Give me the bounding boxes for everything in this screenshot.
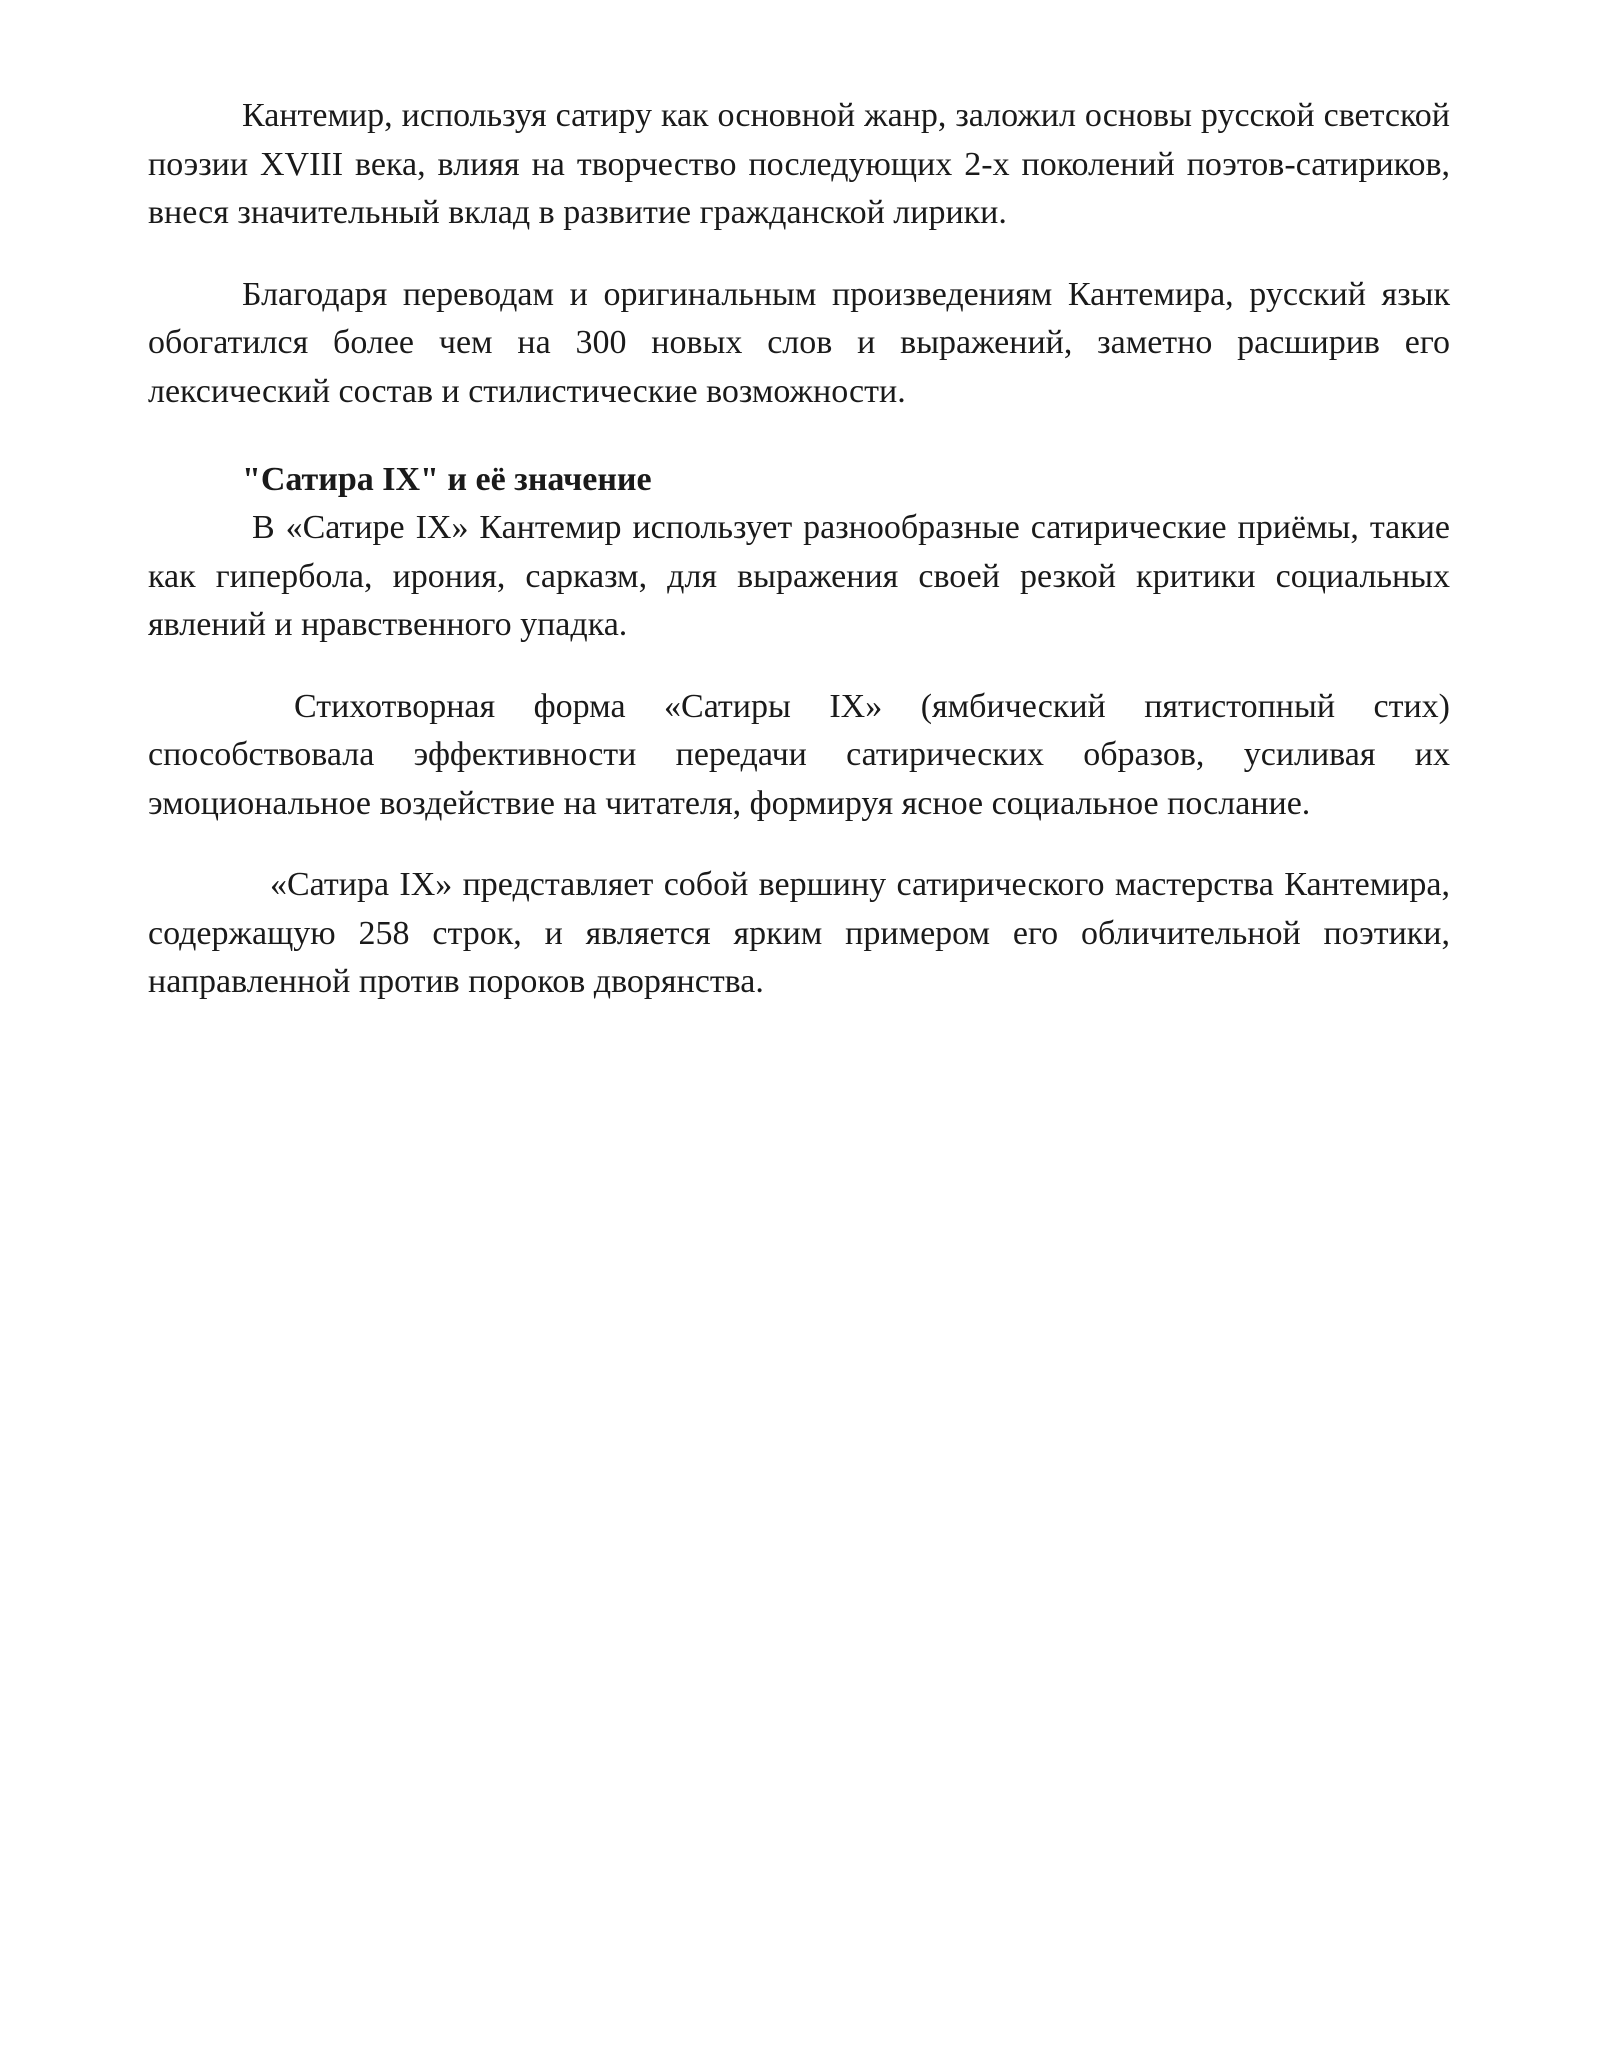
paragraph-translations-vocabulary: Благодаря переводам и оригинальным произведениям Кантемира, русский язык обогатился более чем на 300 новых слов и выражений, заметно расширив его лексический состав и стилистические возможности. <box>148 275 1450 410</box>
document-body <box>148 92 1450 1007</box>
paragraph-verse-form: Стихотворная форма «Сатиры IX» (ямбический пятистопный стих) способствовала эффективности передачи сатирических образов, усиливая их эмоциональное воздействие на читателя, формируя ясное социальное послание. <box>148 687 1450 822</box>
section-heading: "Сатира IX" и её значение <box>242 461 652 498</box>
paragraph-satirical-devices: В «Сатире IX» Кантемир использует разнообразные сатирические приёмы, такие как гипербола, ирония, сарказм, для выражения своей резкой критики социальных явлений и нравственного упадка. <box>148 509 1450 643</box>
paragraph-satire-summit: «Сатира IX» представляет собой вершину сатирического мастерства Кантемира, содержащую 258 строк, и является ярким примером его обличительной поэтики, направленной против пороков дворянства. <box>148 866 1450 1000</box>
paragraph-kantemir-satire-genre: Кантемир, используя сатиру как основной жанр, заложил основы русской светской поэзии XVIII века, влияя на творчество последующих 2-х поколений поэтов-сатириков, внеся значительный вклад в развитие гражданской лирики. <box>148 97 1450 231</box>
